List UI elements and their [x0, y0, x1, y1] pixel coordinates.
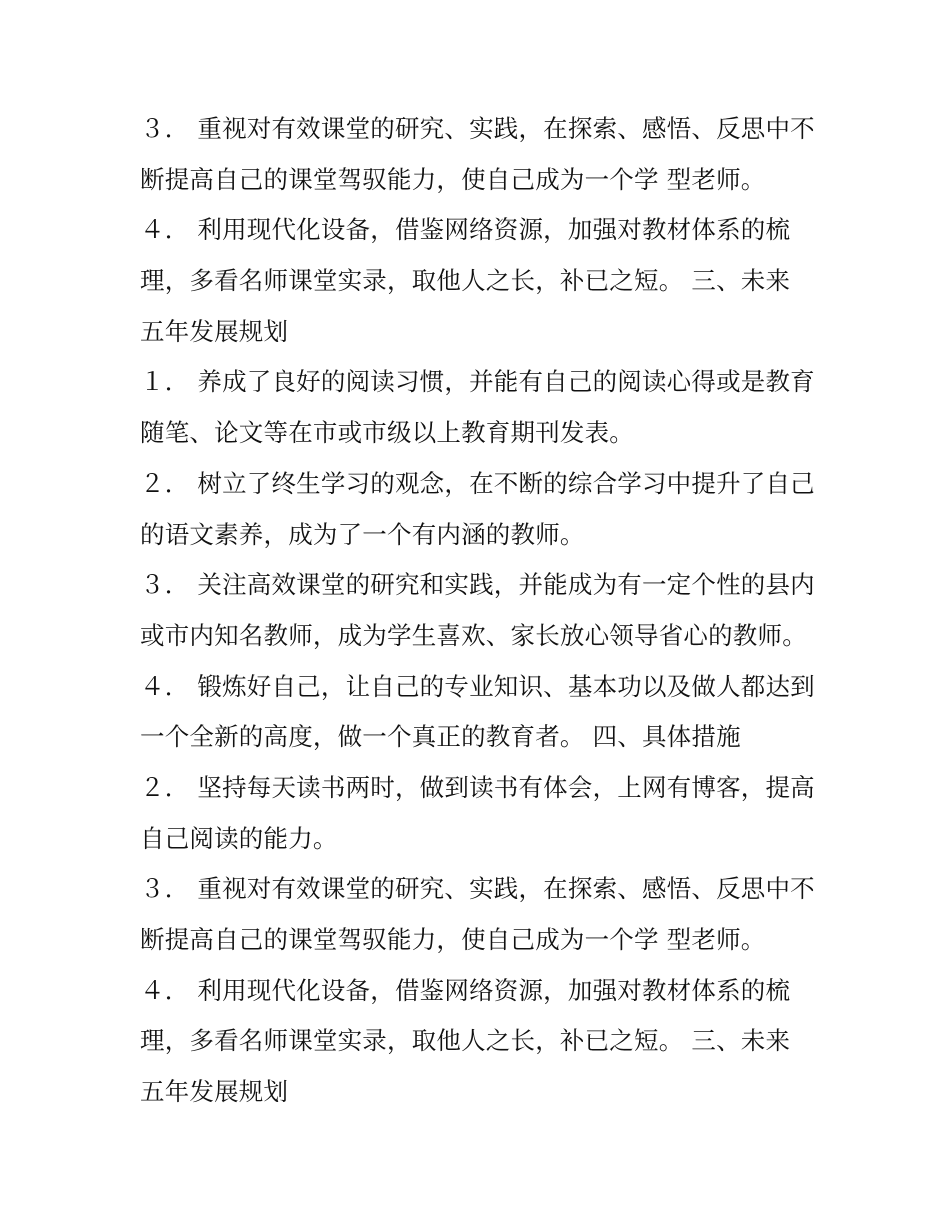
text-line-1: ３． 重视对有效课堂的研究、实践，在探索、感悟、反思中不 — [140, 114, 815, 143]
text-line-6: １． 养成了良好的阅读习惯，并能有自己的阅读心得或是教育 — [140, 367, 815, 397]
text-line-9: 的语文素养，成为了一个有内涵的教师。 — [140, 519, 585, 549]
text-line-20: 五年发展规划 — [140, 1077, 289, 1107]
text-line-7: 随笔、论文等在市或市级以上教育期刊发表。 — [140, 418, 634, 448]
text-line-3: ４． 利用现代化设备，借鉴网络资源，加强对教材体系的梳 — [140, 215, 791, 245]
text-line-18: ４． 利用现代化设备，借鉴网络资源，加强对教材体系的梳 — [140, 975, 791, 1005]
text-line-13: 一个全新的高度，做一个真正的教育者。 四、具体措施 — [140, 722, 741, 752]
text-line-14: ２． 坚持每天读书两时，做到读书有体会，上网有博客，提高 — [140, 772, 815, 802]
text-line-17: 断提高自己的课堂驾驭能力，使自己成为一个学 型老师。 — [140, 925, 766, 954]
text-line-12: ４． 锻炼好自己，让自己的专业知识、基本功以及做人都达到 — [140, 671, 815, 701]
text-line-2: 断提高自己的课堂驾驭能力，使自己成为一个学 型老师。 — [140, 164, 766, 194]
text-line-10: ３． 关注高效课堂的研究和实践，并能成为有一定个性的县内 — [140, 570, 815, 600]
text-line-8: ２． 树立了终生学习的观念，在不断的综合学习中提升了自己 — [140, 468, 815, 498]
text-line-5: 五年发展规划 — [140, 316, 289, 346]
text-line-11: 或市内知名教师，成为学生喜欢、家长放心领导省心的教师。 — [140, 620, 807, 650]
text-line-19: 理，多看名师课堂实录，取他人之长，补已之短。 三、未来 — [140, 1026, 791, 1056]
text-line-16: ３． 重视对有效课堂的研究、实践，在探索、感悟、反思中不 — [140, 874, 815, 904]
text-line-4: 理，多看名师课堂实录，取他人之长，补已之短。 三、未来 — [140, 266, 791, 296]
text-line-15: 自己阅读的能力。 — [140, 823, 338, 853]
body-text — [140, 104, 830, 1118]
